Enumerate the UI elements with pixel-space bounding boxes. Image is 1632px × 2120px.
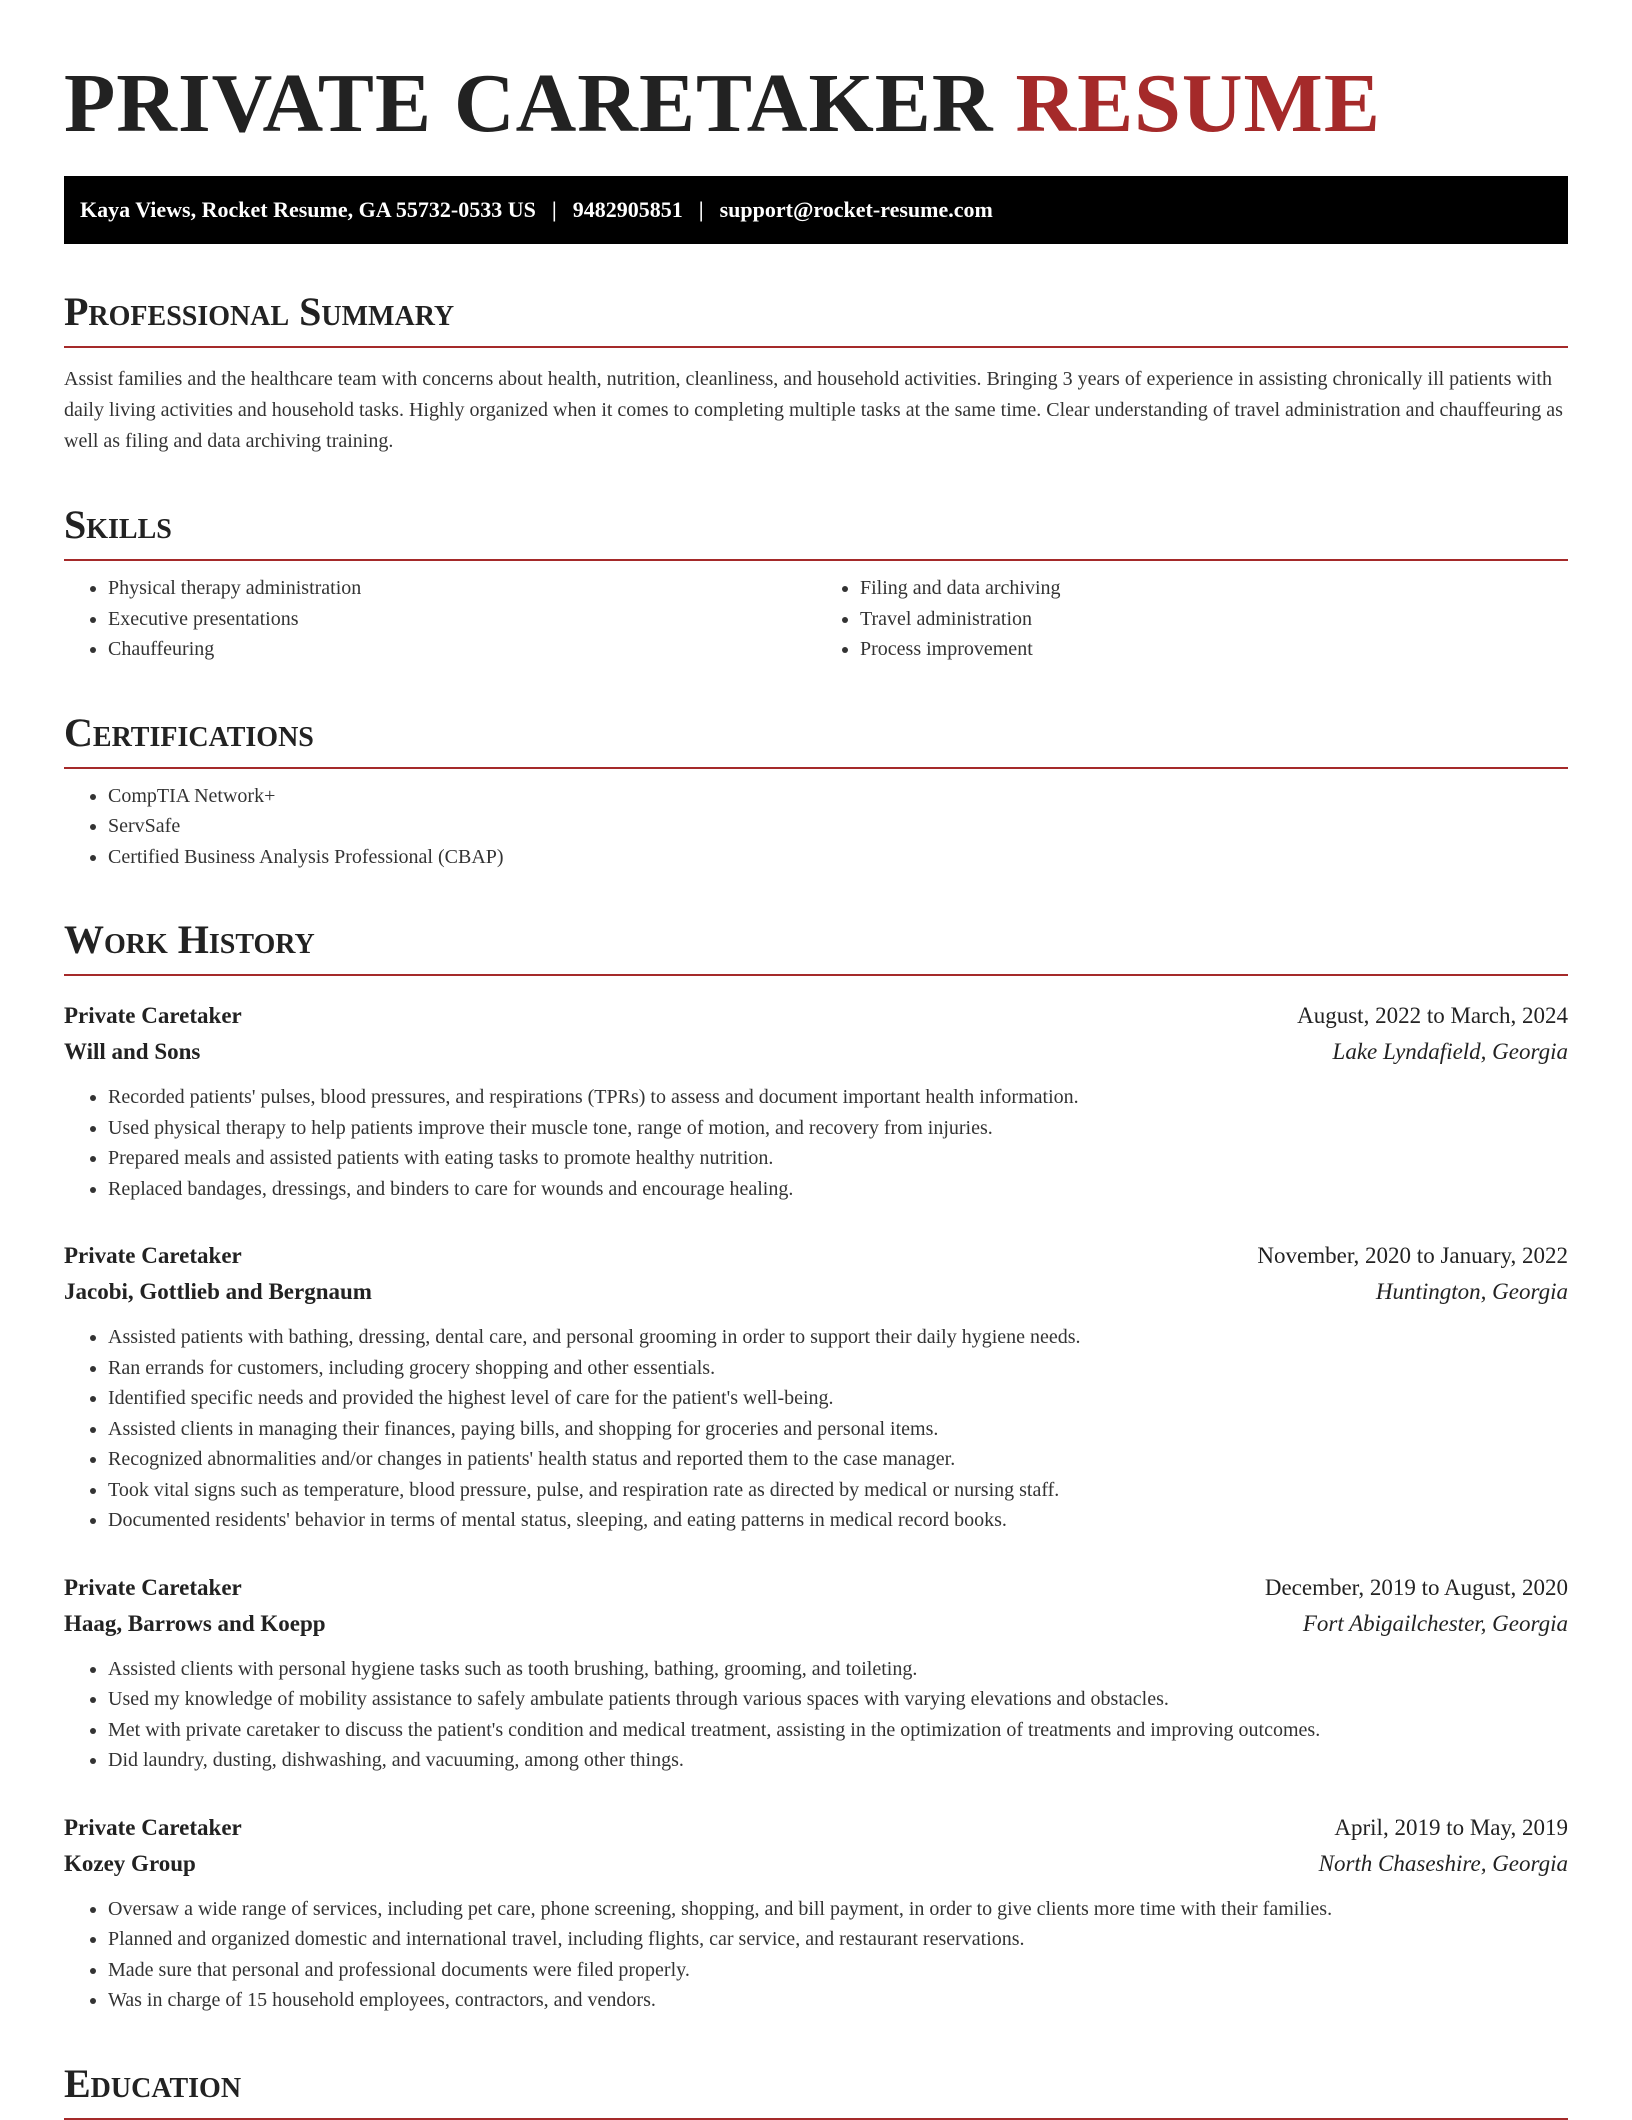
title-main: PRIVATE CARETAKER	[64, 57, 994, 150]
certification-item: • ServSafe	[108, 811, 1568, 842]
certifications-section	[64, 709, 1568, 873]
job-duty: • Ran errands for customers, including grocery shopping and other essentials.	[108, 1353, 1568, 1384]
job-entry	[64, 1570, 1568, 1776]
job-title: Private Caretaker	[64, 1574, 242, 1600]
job-header-row	[64, 1238, 1568, 1274]
job-duty: • Documented residents' behavior in terms of mental status, sleeping, and eating patterns in medical record books.	[108, 1505, 1568, 1536]
work-history-section	[64, 916, 1568, 2016]
skills-list-left	[64, 573, 816, 665]
job-company: Haag, Barrows and Koepp	[64, 1610, 326, 1636]
contact-phone: 9482905851	[572, 197, 683, 222]
job-duty: • Assisted clients in managing their finances, paying bills, and shopping for groceries and personal items.	[108, 1414, 1568, 1445]
job-location: Lake Lyndafield, Georgia	[1332, 1039, 1568, 1064]
summary-section	[64, 288, 1568, 457]
job-duty: • Recorded patients' pulses, blood pressures, and respirations (TPRs) to assess and document important health information.	[108, 1082, 1568, 1113]
skill-item: • Chauffeuring	[108, 634, 816, 665]
job-duties-list	[64, 1322, 1568, 1536]
section-heading-summary: Professional Summary	[64, 288, 1568, 348]
job-location: North Chaseshire, Georgia	[1318, 1850, 1568, 1876]
job-duty: • Identified specific needs and provided the highest level of care for the patient's well-being.	[108, 1383, 1568, 1414]
job-header-row	[64, 998, 1568, 1034]
job-duty: • Was in charge of 15 household employees, contractors, and vendors.	[108, 1985, 1568, 2016]
job-title: Private Caretaker	[64, 1003, 242, 1028]
job-location: Fort Abigailchester, Georgia	[1302, 1610, 1568, 1636]
job-dates: December, 2019 to August, 2020	[1264, 1574, 1568, 1600]
skill-item: • Process improvement	[860, 634, 1568, 665]
job-duty: • Oversaw a wide range of services, including pet care, phone screening, shopping, and bill payment, in order to give clients more time with their families.	[108, 1894, 1568, 1925]
skills-section	[64, 501, 1568, 665]
section-heading-education: Education	[64, 2060, 1568, 2120]
job-entry	[64, 1238, 1568, 1536]
job-dates: August, 2022 to March, 2024	[1297, 1003, 1568, 1028]
job-duty: • Planned and organized domestic and international travel, including flights, car service, and restaurant reservations.	[108, 1924, 1568, 1955]
job-entry	[64, 1810, 1568, 2016]
skills-grid	[64, 561, 1568, 665]
job-entry	[64, 998, 1568, 1204]
summary-text: Assist families and the healthcare team with concerns about health, nutrition, cleanliness, and household activities. Bringing 3 years of experience in assisting chronically ill patients with daily living activities and household tasks. Highly organized when it comes to completing multiple tasks at the same time. Clear understanding of travel administration and chauffeuring as well as filing and data archiving training.	[64, 368, 1563, 452]
job-duties-list	[64, 1894, 1568, 2016]
section-heading-work-history: Work History	[64, 916, 1568, 976]
skill-item: • Physical therapy administration	[108, 573, 816, 604]
job-company-row	[64, 1846, 1568, 1882]
skills-list-right	[816, 573, 1568, 665]
job-duties-list	[64, 1082, 1568, 1204]
skill-item: • Filing and data archiving	[860, 573, 1568, 604]
section-heading-skills: Skills	[64, 501, 1568, 561]
job-duty: • Did laundry, dusting, dishwashing, and vacuuming, among other things.	[108, 1745, 1568, 1776]
job-duty: • Assisted patients with bathing, dressing, dental care, and personal grooming in order to support their daily hygiene needs.	[108, 1322, 1568, 1353]
job-header-row	[64, 1810, 1568, 1846]
contact-bar	[64, 176, 1568, 244]
job-duty: • Used physical therapy to help patients improve their muscle tone, range of motion, and recovery from injuries.	[108, 1113, 1568, 1144]
job-dates: November, 2020 to January, 2022	[1257, 1243, 1568, 1268]
job-duty: • Prepared meals and assisted patients with eating tasks to promote healthy nutrition.	[108, 1143, 1568, 1174]
job-location: Huntington, Georgia	[1375, 1279, 1568, 1304]
section-heading-certifications: Certifications	[64, 709, 1568, 769]
education-section	[64, 2060, 1568, 2120]
contact-separator: |	[551, 197, 557, 222]
title-accent: RESUME	[1015, 57, 1381, 150]
job-company: Jacobi, Gottlieb and Bergnaum	[64, 1279, 372, 1304]
job-title: Private Caretaker	[64, 1243, 242, 1268]
job-duty: • Assisted clients with personal hygiene tasks such as tooth brushing, bathing, grooming, and toileting.	[108, 1654, 1568, 1685]
certification-item: • CompTIA Network+	[108, 781, 1568, 812]
skill-item: • Travel administration	[860, 604, 1568, 635]
resume-title	[64, 56, 1568, 152]
job-duty: • Recognized abnormalities and/or changes in patients' health status and reported them to the case manager.	[108, 1444, 1568, 1475]
certifications-list	[64, 781, 1568, 873]
job-header-row	[64, 1570, 1568, 1606]
contact-email: support@rocket-resume.com	[719, 197, 993, 222]
job-company: Will and Sons	[64, 1039, 201, 1064]
contact-separator: |	[698, 197, 704, 222]
job-company-row	[64, 1274, 1568, 1310]
job-company: Kozey Group	[64, 1850, 196, 1876]
job-duty: • Made sure that personal and professional documents were filed properly.	[108, 1955, 1568, 1986]
job-duty: • Replaced bandages, dressings, and binders to care for wounds and encourage healing.	[108, 1174, 1568, 1205]
job-company-row	[64, 1034, 1568, 1070]
job-duty: • Took vital signs such as temperature, blood pressure, pulse, and respiration rate as directed by medical or nursing staff.	[108, 1475, 1568, 1506]
job-title: Private Caretaker	[64, 1814, 242, 1840]
job-company-row	[64, 1606, 1568, 1642]
certification-item: • Certified Business Analysis Professional (CBAP)	[108, 842, 1568, 873]
job-duty: • Met with private caretaker to discuss the patient's condition and medical treatment, assisting in the optimization of treatments and improving outcomes.	[108, 1715, 1568, 1746]
job-dates: April, 2019 to May, 2019	[1334, 1814, 1568, 1840]
contact-address: Kaya Views, Rocket Resume, GA 55732-0533 US	[80, 197, 536, 222]
skill-item: • Executive presentations	[108, 604, 816, 635]
job-duty: • Used my knowledge of mobility assistance to safely ambulate patients through various spaces with varying elevations and obstacles.	[108, 1684, 1568, 1715]
job-duties-list	[64, 1654, 1568, 1776]
